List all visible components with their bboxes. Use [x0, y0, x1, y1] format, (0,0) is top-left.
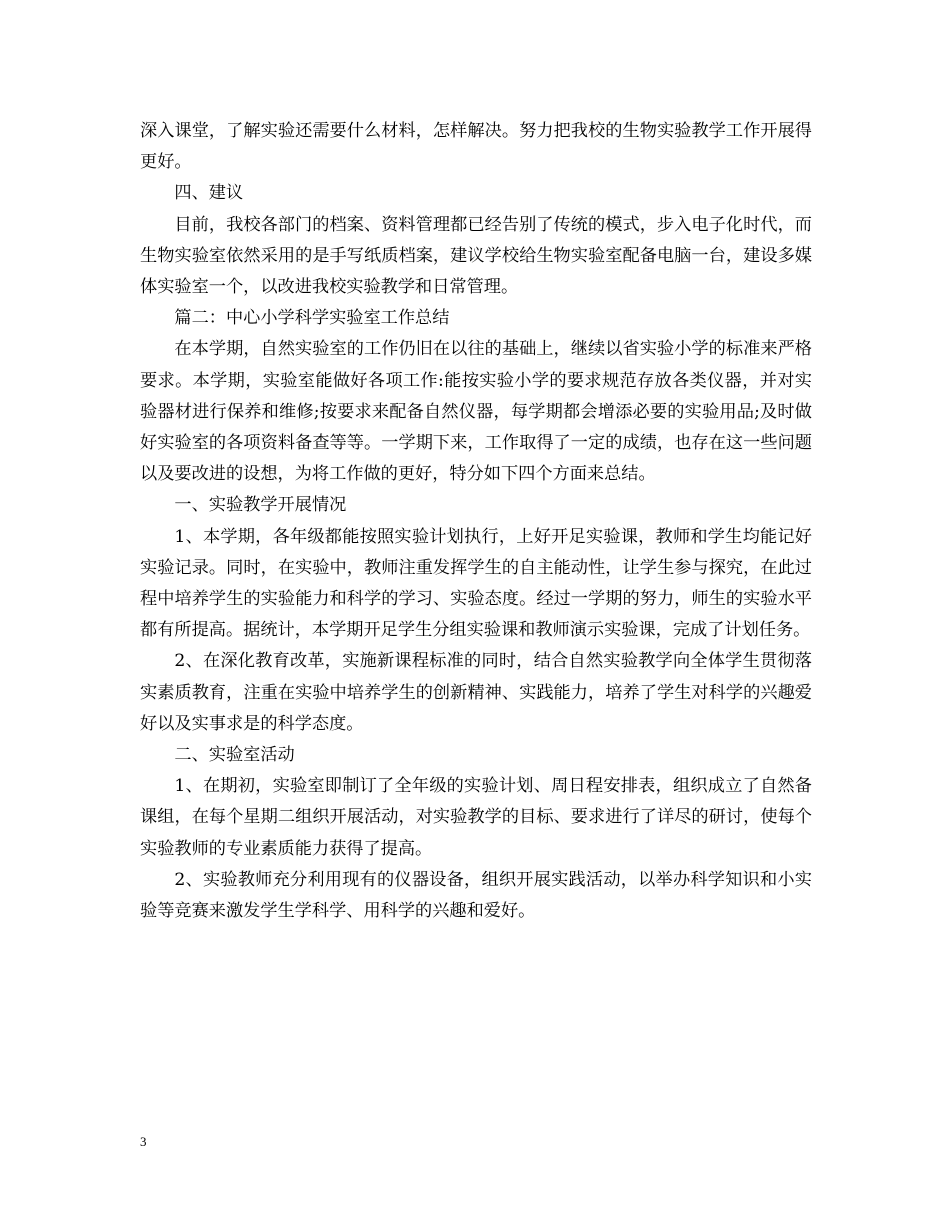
page-number: 3: [140, 1134, 147, 1149]
paragraph-intro: 在本学期，自然实验室的工作仍旧在以往的基础上，继续以省实验小学的标准来严格要求。本学期，实验室能做好各项工作:能按实验小学的要求规范存放各类仪器，并对实验器材进行保养和维修;按要求来配备自然仪器，每学期都会增添必要的实验用品;及时做好实验室的各项资料备查等等。一学期下来，工作取得了一定的成绩，也存在这一些问题以及要改进的设想，为将工作做的更好，特分如下四个方面来总结。: [140, 339, 812, 485]
document-body: [140, 116, 812, 927]
section-heading-activities: 二、实验室活动: [174, 745, 295, 766]
paragraph-teaching-2: 2、在深化教育改革，实施新课程标准的同时，结合自然实验教学向全体学生贯彻落实素质教育，注重在实验中培养学生的创新精神、实践能力，培养了学生对科学的兴趣爱好以及实事求是的科学态度。: [140, 651, 812, 734]
article-title-part-two: 篇二：中心小学科学实验室工作总结: [174, 308, 450, 329]
section-heading-suggestions: 四、建议: [174, 183, 244, 204]
section-heading-teaching: 一、实验教学开展情况: [174, 495, 347, 516]
paragraph-continuation: 深入课堂，了解实验还需要什么材料，怎样解决。努力把我校的生物实验教学工作开展得更好。: [140, 121, 812, 173]
paragraph-activities-1: 1、在期初，实验室即制订了全年级的实验计划、周日程安排表，组织成立了自然备课组，在每个星期二组织开展活动，对实验教学的目标、要求进行了详尽的研讨，使每个实验教师的专业素质能力获得了提高。: [140, 776, 812, 859]
paragraph-suggestion: 目前，我校各部门的档案、资料管理都已经告别了传统的模式，步入电子化时代，而生物实验室依然采用的是手写纸质档案，建议学校给生物实验室配备电脑一台，建设多媒体实验室一个，以改进我校实验教学和日常管理。: [140, 214, 812, 298]
paragraph-teaching-1: 1、本学期，各年级都能按照实验计划执行，上好开足实验课，教师和学生均能记好实验记录。同时，在实验中，教师注重发挥学生的自主能动性，让学生参与探究，在此过程中培养学生的实验能力和科学的学习、实验态度。经过一学期的努力，师生的实验水平都有所提高。据统计，本学期开足学生分组实验课和教师演示实验课，完成了计划任务。: [140, 526, 812, 641]
paragraph-activities-2: 2、实验教师充分利用现有的仪器设备，组织开展实践活动，以举办科学知识和小实验等竞赛来激发学生学科学、用科学的兴趣和爱好。: [140, 869, 812, 922]
